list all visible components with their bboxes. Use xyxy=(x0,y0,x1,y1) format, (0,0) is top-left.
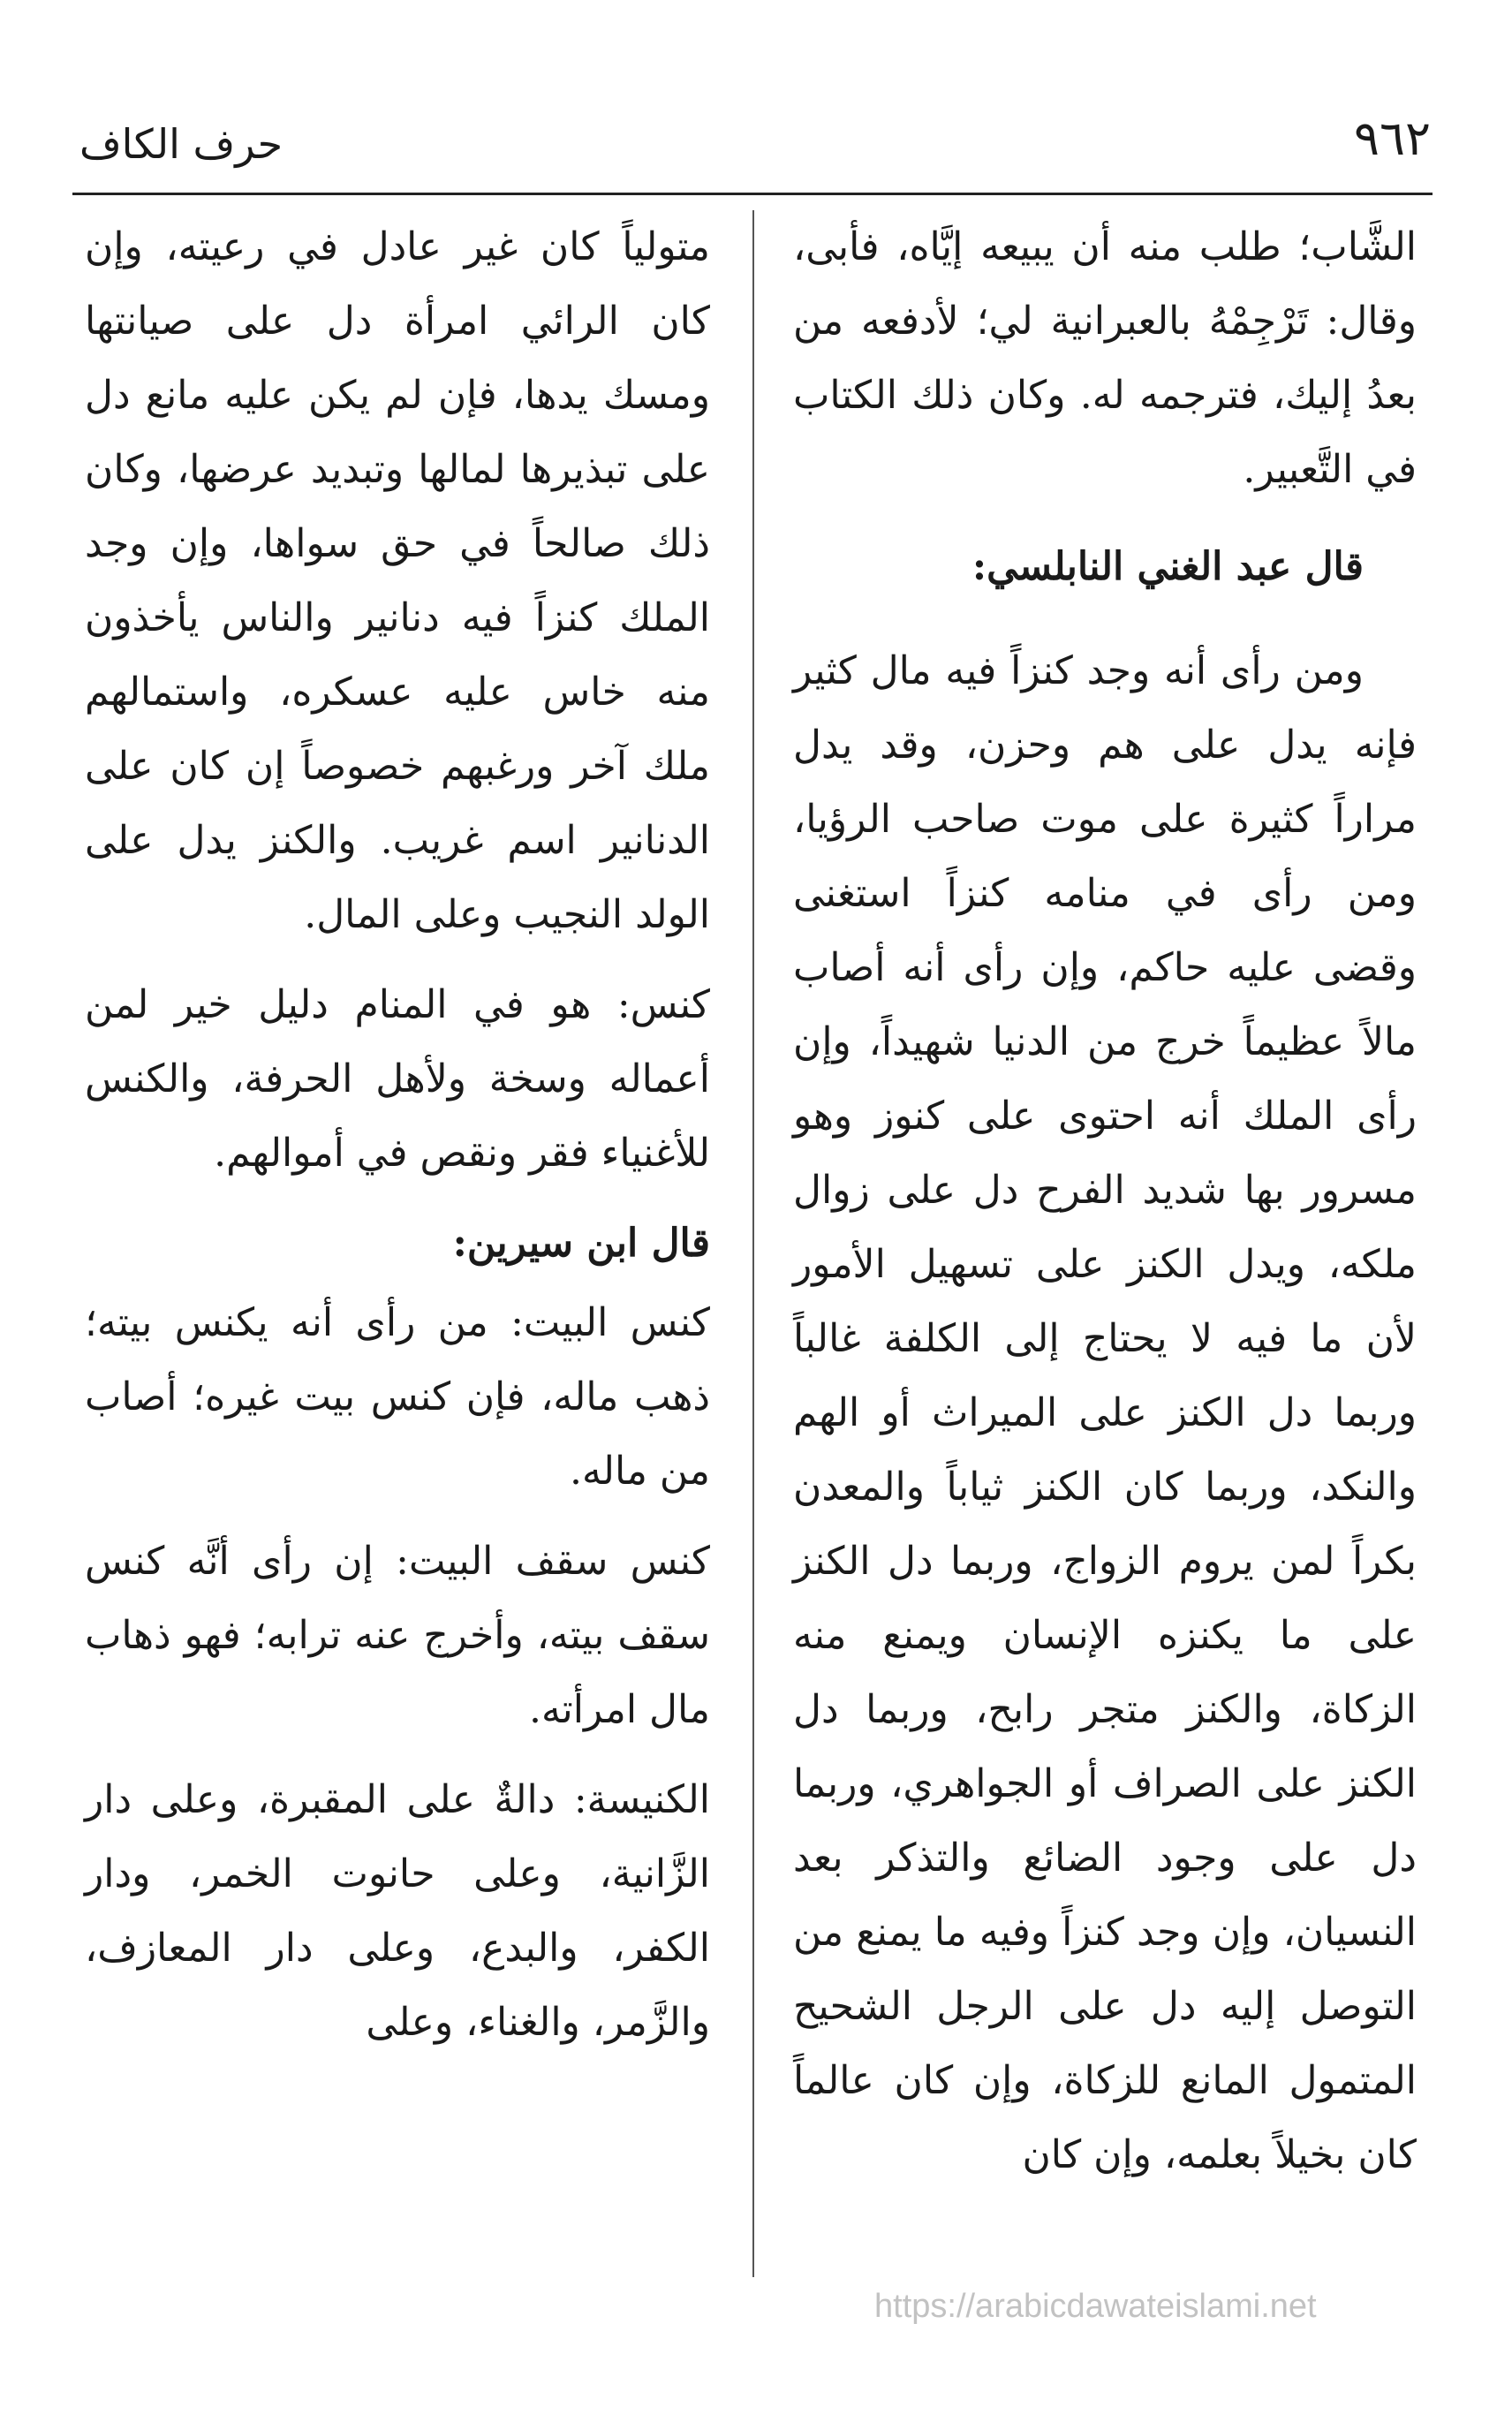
entry-kans-saqf-albayt: كنس سقف البيت: إن رأى أنَّه كنس سقف بيته، وأخرج عنه ترابه؛ فهو ذهاب مال امرأته. xyxy=(85,1539,710,1732)
header-rule xyxy=(72,193,1433,195)
watermark-url: https://arabicdawateislami.net xyxy=(874,2288,1317,2325)
left-column xyxy=(85,210,710,2076)
column-divider xyxy=(752,210,754,2277)
right-paragraph-1: الشَّاب؛ طلب منه أن يبيعه إيَّاه، فأبى، وقال: تَرْجِمْهُ بالعبرانية لي؛ لأدفعه من بعدُ إليك، فترجمه له. وكان ذلك الكتاب في التَّعبير. xyxy=(793,224,1417,492)
right-paragraph-2: ومن رأى أنه وجد كنزاً فيه مال كثير فإنه يدل على هم وحزن، وقد يدل مراراً كثيرة على موت صاحب الرؤيا، ومن رأى في منامه كنزاً استغنى وقضى عليه حاكم، وإن رأى أنه أصاب مالاً عظيماً خرج من الدنيا شهيداً، وإن رأى الملك أنه احتوى على كنوز وهو مسرور بها شديد الفرح دل على زوال ملكه، ويدل الكنز على تسهيل الأمور لأن ما فيه لا يحتاج إلى الكلفة غالباً وربما دل الكنز على الميراث أو الهم والنكد، وربما كان الكنز ثياباً والمعدن بكراً لمن يروم الزواج، وربما دل الكنز على ما يكنزه الإنسان ويمنع منه الزكاة، والكنز متجر رابح، وربما دل الكنز على الصراف أو الجواهري، وربما دل على وجود الضائع والتذكر بعد النسيان، وإن وجد كنزاً وفيه ما يمنع من التوصل إليه دل على الرجل الشحيح المتمول المانع للزكاة، وإن كان عالماً كان بخيلاً بعلمه، وإن كان xyxy=(793,648,1418,2177)
entry-kans-albayt: كنس البيت: من رأى أنه يكنس بيته؛ ذهب ماله، فإن كنس بيت غيره؛ أصاب من ماله. xyxy=(85,1300,710,1494)
section-heading-ibn-sirin: قال ابن سيرين: xyxy=(452,1221,710,1266)
running-header-title: حرف الكاف xyxy=(79,120,284,168)
entry-alkanisa: الكنيسة: دالةٌ على المقبرة، وعلى دار الزَّانية، وعلى حانوت الخمر، ودار الكفر، والبدع، وعلى دار المعازف، والزَّمر، والغناء، وعلى xyxy=(85,1777,710,2045)
entry-kans: كنس: هو في المنام دليل خير لمن أعماله وسخة ولأهل الحرفة، والكنس للأغنياء فقر ونقص في أموالهم. xyxy=(85,982,710,1176)
left-paragraph-1: متولياً كان غير عادل في رعيته، وإن كان الرائي امرأة دل على صيانتها ومسك يدها، فإن لم يكن عليه مانع دل على تبذيرها لمالها وتبديد عرضها، وكان ذلك صالحاً في حق سواها، وإن وجد الملك كنزاً فيه دنانير والناس يأخذون منه خاس عليه عسكره، واستمالهم ملك آخر ورغبهم خصوصاً إن كان على الدنانير اسم غريب. والكنز يدل على الولد النجيب وعلى المال. xyxy=(85,224,710,937)
right-column xyxy=(793,210,1417,2208)
page-number: ٩٦٢ xyxy=(1353,110,1431,166)
section-heading-nabulsi: قال عبد الغني النابلسي: xyxy=(971,544,1364,589)
